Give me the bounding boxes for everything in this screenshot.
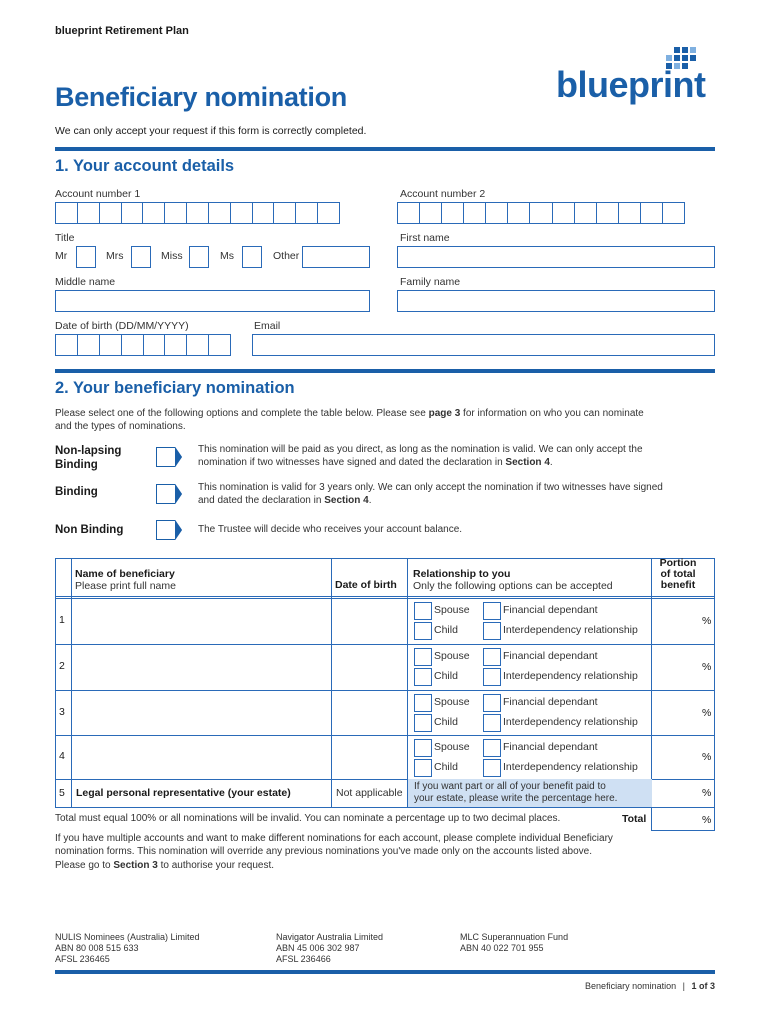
row-number: 4 [59,750,65,762]
row-5-dob: Not applicable [336,787,403,799]
beneficiary-dob-input[interactable] [332,645,407,690]
financial-dependant-checkbox[interactable] [483,694,501,712]
email-input[interactable] [252,334,715,356]
date-of-birth-input[interactable] [55,334,231,356]
table-vline [55,558,56,808]
title-label: Title [55,232,75,244]
beneficiary-dob-input[interactable] [332,691,407,735]
page-label: Beneficiary nomination [585,981,677,991]
middle-name-input[interactable] [55,290,370,312]
col-header-portion: Portion of total benefit [659,557,697,591]
table-vline [714,558,715,808]
title-option-mrs-label: Mrs [106,250,124,262]
option-non-lapsing-binding-description: This nomination will be paid as you direct, as long as the nomination is valid. We can only accept the nomination if two witnesses have signed and dated the declaration in Section 4. [198,444,643,468]
logo-square [674,47,680,53]
option-non-binding-checkbox[interactable] [156,520,182,540]
family-name-label: Family name [400,276,461,288]
financial-dependant-label: Financial dependant [503,604,598,616]
spouse-checkbox[interactable] [414,694,432,712]
title-mr-checkbox[interactable] [76,246,96,268]
spouse-checkbox[interactable] [414,739,432,757]
child-checkbox[interactable] [414,668,432,686]
title-miss-checkbox[interactable] [189,246,209,268]
total-label: Total [622,813,647,825]
header-rule [55,147,715,151]
logo-wordmark: blueprint [556,64,706,105]
row-5-estate-note: If you want part or all of your benefit paid to your estate, please write the percentage here. [408,779,652,807]
option-non-binding-label: Non Binding [55,524,124,536]
title-option-ms-label: Ms [220,250,234,262]
section-1-rule [55,369,715,373]
row-5-label: Legal personal representative (your estate) [76,787,291,799]
account-number-1-label: Account number 1 [55,188,141,200]
beneficiary-dob-input[interactable] [332,599,407,644]
row-number: 2 [59,660,65,672]
total-box[interactable] [651,807,715,831]
beneficiary-name-input[interactable] [72,691,331,735]
title-option-other-label: Other [273,250,300,262]
footer-company-2: Navigator Australia Limited ABN 45 006 302 987 AFSL 236466 [276,932,384,964]
multi-account-note: If you have multiple accounts and want to make different nominations for each account, please complete individual Beneficiary nomination forms. This nomination will override any previous nominations you've made only on the accounts listed above. [55,833,613,857]
table-top-border [55,558,715,559]
plan-name: blueprint Retirement Plan [55,25,189,37]
first-name-label: First name [400,232,450,244]
interdependency-label: Interdependency relationship [503,670,638,682]
page-title: Beneficiary nomination [55,82,347,112]
interdependency-checkbox[interactable] [483,668,501,686]
beneficiary-name-input[interactable] [72,736,331,779]
interdependency-label: Interdependency relationship [503,624,638,636]
table-vline [407,558,408,808]
interdependency-checkbox[interactable] [483,759,501,777]
title-option-miss-label: Miss [161,250,183,262]
footer-rule [55,970,715,974]
middle-name-label: Middle name [55,276,116,288]
logo-square [674,55,680,61]
col-header-dob: Date of birth [335,579,397,591]
logo-square [682,47,688,53]
beneficiary-name-input[interactable] [72,645,331,690]
interdependency-checkbox[interactable] [483,714,501,732]
section-1-heading: 1. Your account details [55,157,235,175]
logo-square [690,55,696,61]
portion-percent: % [702,661,712,673]
spouse-checkbox[interactable] [414,648,432,666]
option-non-binding-description: The Trustee will decide who receives your account balance. [198,524,463,535]
logo-square [666,55,672,61]
goto-section-3: Please go to Section 3 to authorise your request. [55,860,275,871]
spouse-checkbox[interactable] [414,602,432,620]
financial-dependant-label: Financial dependant [503,741,598,753]
form-subtitle: We can only accept your request if this form is correctly completed. [55,125,367,137]
beneficiary-dob-input[interactable] [332,736,407,779]
email-label: Email [254,320,281,332]
financial-dependant-checkbox[interactable] [483,648,501,666]
option-binding-checkbox[interactable] [156,484,182,504]
spouse-label: Spouse [434,604,470,616]
logo-square [682,55,688,61]
financial-dependant-checkbox[interactable] [483,739,501,757]
logo-square [690,47,696,53]
interdependency-checkbox[interactable] [483,622,501,640]
account-number-2-input[interactable] [397,202,685,224]
title-option-mr-label: Mr [55,250,68,262]
family-name-input[interactable] [397,290,715,312]
interdependency-label: Interdependency relationship [503,761,638,773]
account-number-1-input[interactable] [55,202,340,224]
child-checkbox[interactable] [414,622,432,640]
child-label: Child [434,716,458,728]
page-number: 1 of 3 [691,981,715,991]
row-5-number: 5 [59,787,65,799]
financial-dependant-label: Financial dependant [503,650,598,662]
section-2-heading: 2. Your beneficiary nomination [55,379,295,397]
col-header-relationship: Relationship to you Only the following options can be accepted [413,568,613,592]
option-non-lapsing-binding-label: Non-lapsing Binding [55,445,122,471]
portion-percent: % [702,706,712,719]
section-2-intro: Please select one of the following options and complete the table below. Please see page 3 for information on who you can nominate and the types of nominations. [55,408,644,432]
interdependency-label: Interdependency relationship [503,716,638,728]
option-non-lapsing-binding-checkbox[interactable] [156,447,182,467]
total-note: Total must equal 100% or all nominations will be invalid. You can nominate a percentage up to two decimal places. [55,813,561,824]
row-number: 3 [59,705,65,718]
option-binding-label: Binding [55,486,98,498]
option-binding-description: This nomination is valid for 3 years only. We can only accept the nomination if two witnesses have signed and dated the declaration in Section 4. [198,482,663,506]
date-of-birth-label: Date of birth (DD/MM/YYYY) [55,320,189,332]
child-label: Child [434,761,458,773]
footer-company-1: NULIS Nominees (Australia) Limited ABN 80 008 515 633 AFSL 236465 [55,932,200,964]
title-mrs-checkbox[interactable] [131,246,151,268]
row-number: 1 [59,614,65,626]
child-checkbox[interactable] [414,759,432,777]
table-header-line [55,596,715,597]
page-separator: | [682,981,685,991]
title-ms-checkbox[interactable] [242,246,262,268]
portion-percent: % [702,615,712,627]
spouse-label: Spouse [434,741,470,753]
row-5-bottom-line [55,807,715,808]
financial-dependant-label: Financial dependant [503,696,598,708]
child-label: Child [434,670,458,682]
page-indicator [585,981,715,991]
title-other-input[interactable] [302,246,370,268]
first-name-input[interactable] [397,246,715,268]
footer-company-3: MLC Superannuation Fund ABN 40 022 701 955 [460,932,569,953]
row-5-percent: % [702,787,712,799]
child-label: Child [434,624,458,636]
col-header-name: Name of beneficiary Please print full name [75,568,176,592]
blueprint-logo [556,45,716,110]
spouse-label: Spouse [434,650,470,662]
child-checkbox[interactable] [414,714,432,732]
account-number-2-label: Account number 2 [400,188,486,200]
financial-dependant-checkbox[interactable] [483,602,501,620]
spouse-label: Spouse [434,696,470,708]
total-percent: % [702,814,712,826]
portion-percent: % [702,751,712,763]
beneficiary-name-input[interactable] [72,599,331,644]
